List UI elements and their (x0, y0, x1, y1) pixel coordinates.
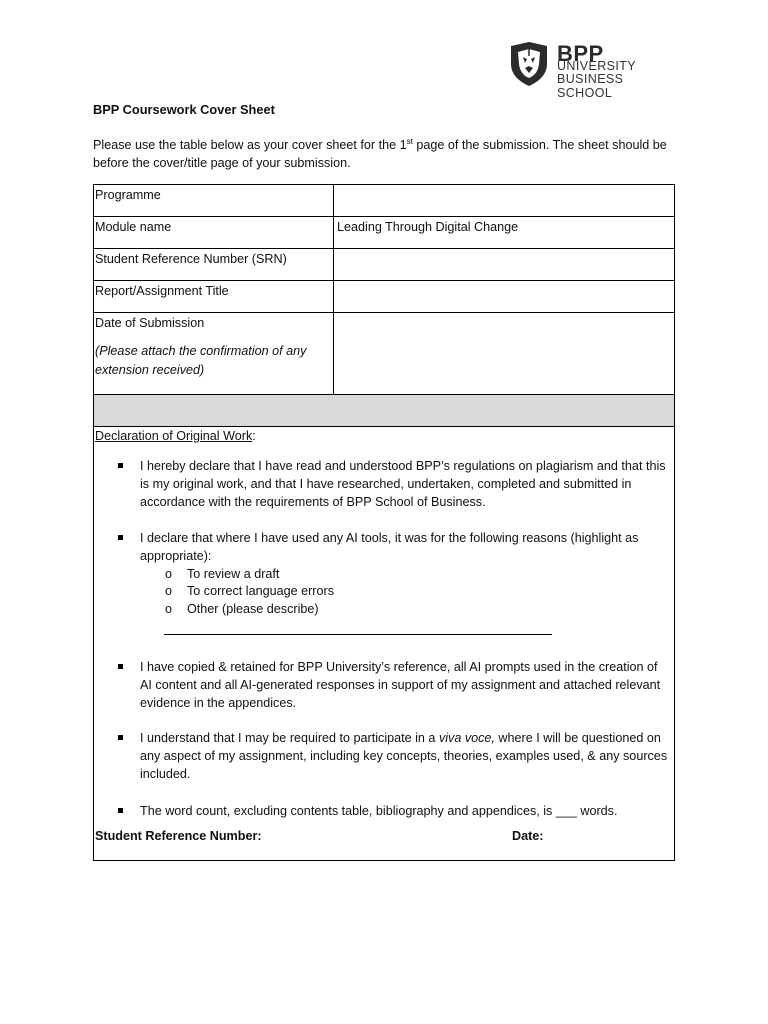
row-srn (94, 249, 674, 281)
declaration-heading (95, 427, 256, 445)
square-bullet-icon (118, 735, 123, 740)
row-module-name (94, 217, 674, 249)
bullet-viva-voce-text-start: I understand that I may be required to participate in a (140, 731, 439, 745)
square-bullet-icon (118, 808, 123, 813)
option-other-text: Other (please describe) (187, 602, 319, 616)
intro-text-end: page of the submission. The sheet should be before the cover/title page of your submission. (93, 138, 667, 171)
module-name-label-cell (94, 217, 334, 248)
viva-voce-italic: viva voce, (438, 731, 495, 745)
date-of-submission-value-cell[interactable] (334, 313, 674, 394)
square-bullet-icon (118, 664, 123, 669)
circle-bullet-icon: o (165, 584, 173, 598)
assignment-title-label: Report/Assignment Title (95, 284, 229, 298)
bullet-ai-prompts-text: I have copied & retained for BPP University’s reference, all AI prompts used in the creation of AI content and all AI-generated responses in support of my assignment and attached relevant evidence in the appendices. (140, 660, 661, 710)
option-other[interactable] (165, 600, 319, 618)
circle-bullet-icon: o (165, 602, 173, 616)
module-name-value: Leading Through Digital Change (337, 220, 519, 234)
logo-line-business-school: BUSINESS SCHOOL (557, 72, 624, 100)
declaration-bullet-viva-voce (140, 729, 672, 783)
programme-label: Programme (95, 188, 161, 202)
intro-text-start: Please use the table below as your cover sheet for the 1 (93, 138, 407, 153)
declaration-section (94, 427, 674, 860)
shaded-separator-row (94, 395, 674, 427)
declaration-heading-colon: : (252, 429, 256, 443)
declaration-bullet-plagiarism (140, 457, 672, 511)
intro-superscript: st (406, 137, 413, 146)
option-review-draft-text: To review a draft (187, 567, 280, 581)
extension-note: (Please attach the confirmation of any extension received) (95, 344, 307, 377)
cover-sheet-table (93, 184, 675, 861)
srn-value-cell[interactable] (334, 249, 674, 280)
programme-value-cell[interactable] (334, 185, 674, 216)
bullet-word-count-text: The word count, excluding contents table, bibliography and appendices, is ___ words. (140, 804, 618, 818)
page-title: BPP Coursework Cover Sheet (93, 102, 275, 117)
bullet-viva-voce-text-end: where I will be questioned on any aspect of my assignment, including key concepts, theories, examples used, & any sources included. (140, 731, 668, 781)
row-assignment-title (94, 281, 674, 313)
logo-brand: BPP (557, 41, 604, 66)
declaration-bullet-ai-prompts (140, 658, 672, 712)
option-correct-language[interactable] (165, 582, 334, 600)
row-programme (94, 185, 674, 217)
footer-date-label: Date: (512, 829, 544, 843)
option-correct-language-text: To correct language errors (187, 584, 334, 598)
srn-label: Student Reference Number (SRN) (95, 252, 287, 266)
lion-shield-icon (508, 42, 550, 86)
declaration-bullet-word-count (140, 802, 672, 820)
bullet-plagiarism-text: I hereby declare that I have read and understood BPP’s regulations on plagiarism and that this is my original work, and that I have researched, undertaken, completed and submitted in accordance with the requirements of BPP School of Business. (140, 459, 666, 509)
bpp-logo (508, 41, 678, 100)
date-of-submission-label: Date of Submission (95, 316, 205, 330)
circle-bullet-icon: o (165, 567, 173, 581)
programme-label-cell (94, 185, 334, 216)
option-review-draft[interactable] (165, 565, 280, 583)
declaration-heading-text: Declaration of Original Work (95, 429, 253, 443)
assignment-title-value-cell[interactable] (334, 281, 674, 312)
module-name-value-cell[interactable] (334, 217, 674, 248)
logo-line-university: UNIVERSITY (557, 59, 637, 73)
footer-srn-label: Student Reference Number: (95, 829, 262, 843)
module-name-label: Module name (95, 220, 172, 234)
intro-paragraph (93, 133, 678, 172)
declaration-bullet-ai-tools (140, 529, 672, 565)
square-bullet-icon (118, 463, 123, 468)
square-bullet-icon (118, 535, 123, 540)
row-date-of-submission (94, 313, 674, 395)
bullet-ai-tools-text: I declare that where I have used any AI tools, it was for the following reasons (highlight as appropriate): (140, 531, 639, 563)
srn-label-cell (94, 249, 334, 280)
other-description-blank-line[interactable] (164, 634, 552, 635)
assignment-title-label-cell (94, 281, 334, 312)
date-of-submission-label-cell (94, 313, 334, 394)
